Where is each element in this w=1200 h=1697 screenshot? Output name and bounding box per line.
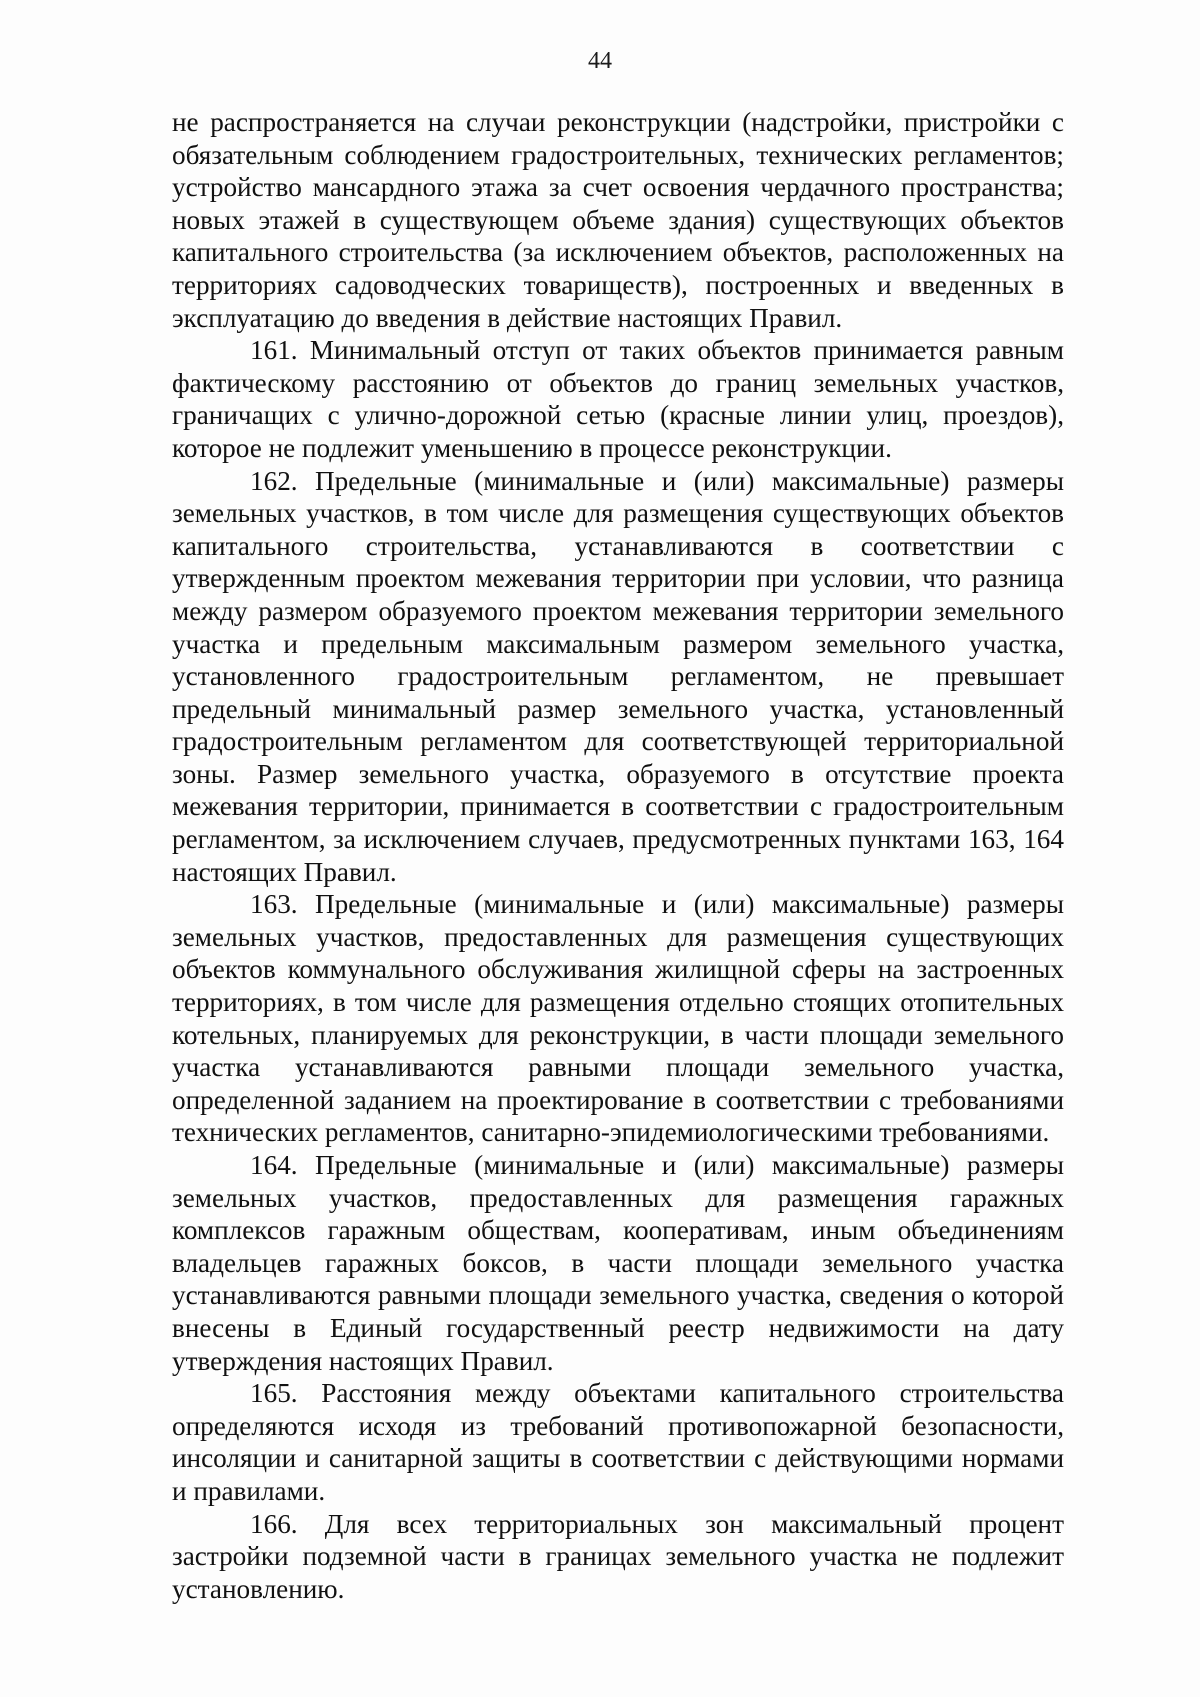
paragraph-163: 163. Предельные (минимальные и (или) максимальные) размеры земельных участков, предоставленных для размещения существующих объектов коммунального обслуживания жилищной сферы на застроенных территориях, в том числе для размещения отдельно стоящих отопительных котельных, планируемых для реконструкции, в части площади земельного участка устанавливаются равными площади земельного участка, определенной заданием на проектирование в соответствии с требованиями технических регламентов, санитарно-эпидемиологическими требованиями.: [172, 889, 1064, 1148]
paragraph-164: 164. Предельные (минимальные и (или) максимальные) размеры земельных участков, предоставленных для размещения гаражных комплексов гаражным обществам, кооперативам, иным объединениям владельцев гаражных боксов, в части площади земельного участка устанавливаются равными площади земельного участка, сведения о которой внесены в Единый государственный реестр недвижимости на дату утверждения настоящих Правил.: [172, 1150, 1064, 1376]
paragraph-162: 162. Предельные (минимальные и (или) максимальные) размеры земельных участков, в том числе для размещения существующих объектов капитального строительства, устанавливаются в соответствии с утвержденным проектом межевания территории при условии, что разница между размером образуемого проектом межевания территории земельного участка и предельным максимальным размером земельного участка, установленного градостроительным регламентом, не превышает предельный минимальный размер земельного участка, установленный градостроительным регламентом для соответствующей территориальной зоны. Размер земельного участка, образуемого в отсутствие проекта межевания территории, принимается в соответствии с градостроительным регламентом, за исключением случаев, предусмотренных пунктами 163, 164 настоящих Правил.: [172, 465, 1064, 887]
paragraph-161: 161. Минимальный отступ от таких объектов принимается равным фактическому расстоянию от объектов до границ земельных участков, граничащих с улично-дорожной сетью (красные линии улиц, проездов), которое не подлежит уменьшению в процессе реконструкции.: [172, 335, 1064, 463]
document-body: [172, 106, 1064, 1605]
paragraph-continuation: не распространяется на случаи реконструкции (надстройки, пристройки с обязательным соблюдением градостроительных, технических регламентов; устройство мансардного этажа за счет освоения чердачного пространства; новых этажей в существующем объеме здания) существующих объектов капитального строительства (за исключением объектов, расположенных на территориях садоводческих товариществ), построенных и введенных в эксплуатацию до введения в действие настоящих Правил.: [172, 107, 1064, 333]
paragraph-165: 165. Расстояния между объектами капитального строительства определяются исходя из требований противопожарной безопасности, инсоляции и санитарной защиты в соответствии с действующими нормами и правилами.: [172, 1378, 1064, 1506]
page-number: 44: [588, 48, 612, 74]
paragraph-166: 166. Для всех территориальных зон максимальный процент застройки подземной части в границах земельного участка не подлежит установлению.: [172, 1508, 1064, 1604]
